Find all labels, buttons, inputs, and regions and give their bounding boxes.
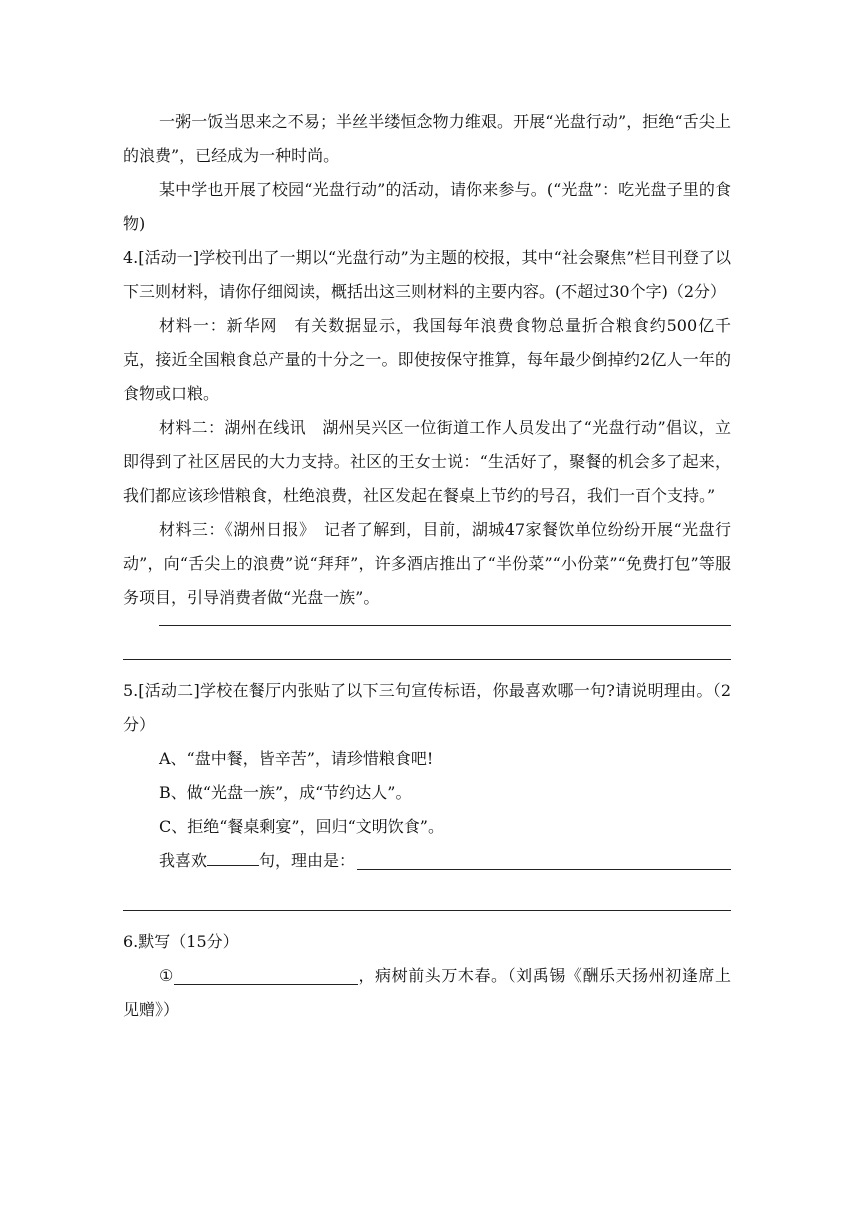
intro-paragraph-2: 某中学也开展了校园“光盘行动”的活动，请你来参与。(“光盘”：吃光盘子里的食物) xyxy=(123,180,731,233)
q4-answer-line-2[interactable] xyxy=(123,659,731,660)
slogan-option-c: C、拒绝“餐桌剩宴”，回归“文明饮食”。 xyxy=(159,817,444,836)
q5-reason-blank[interactable] xyxy=(357,849,731,870)
q6-item-1-marker: ① xyxy=(159,966,174,985)
question-5-stem: 5.[活动二]学校在餐厅内张贴了以下三句宣传标语，你最喜欢哪一句?请说明理由。（2分） xyxy=(123,681,731,734)
q5-answer-middle: 句，理由是： xyxy=(259,851,356,870)
q5-answer-prefix: 我喜欢 xyxy=(159,851,208,870)
intro-paragraph-1: 一粥一饭当思来之不易；半丝半缕恒念物力维艰。开展“光盘行动”，拒绝“舌尖上的浪费”，已经成为一种时尚。 xyxy=(123,112,731,165)
material-3: 材料三：《湖州日报》 记者了解到，目前，湖城47家餐饮单位纷纷开展“光盘行动”，向“舌尖上的浪费”说“拜拜”，许多酒店推出了“半份菜”“小份菜”“免费打包”等服务项目，引导消费者做“光盘一族”。 xyxy=(123,520,731,607)
material-1: 材料一：新华网 有关数据显示，我国每年浪费食物总量折合粮食约500亿千克，接近全国粮食总产量的十分之一。即使按保守推算，每年最少倒掉约2亿人一年的食物或口粮。 xyxy=(123,316,731,403)
q6-item-1 xyxy=(123,959,731,1027)
question-4-stem: 4.[活动一]学校刊出了一期以“光盘行动”为主题的校报，其中“社会聚焦”栏目刊登了以下三则材料，请你仔细阅读，概括出这三则材料的主要内容。(不超过30个字)（2分） xyxy=(123,248,731,301)
q6-item-1-blank[interactable] xyxy=(174,964,358,985)
q5-choice-blank[interactable] xyxy=(207,845,259,866)
q4-answer-line-1[interactable] xyxy=(159,625,731,626)
material-2: 材料二：湖州在线讯 湖州吴兴区一位街道工作人员发出了“光盘行动”倡议，立即得到了社区居民的大力支持。社区的王女士说：“生活好了，聚餐的机会多了起来，我们都应该珍惜粮食，杜绝浪费，社区发起在餐桌上节约的号召，我们一百个支持。” xyxy=(123,418,731,505)
slogan-option-a: A、“盘中餐，皆辛苦”，请珍惜粮食吧! xyxy=(159,749,434,768)
q6-item-1-text: ，病树前头万木春。（刘禹锡《酬乐天扬州初逢席上见赠》） xyxy=(123,966,731,1019)
question-6-stem: 6.默写（15分） xyxy=(123,932,239,951)
slogan-option-b: B、做“光盘一族”，成“节约达人”。 xyxy=(159,783,412,802)
page-content xyxy=(123,105,731,1027)
q5-answer-line-2[interactable] xyxy=(123,910,731,911)
q5-answer-row xyxy=(123,844,731,878)
